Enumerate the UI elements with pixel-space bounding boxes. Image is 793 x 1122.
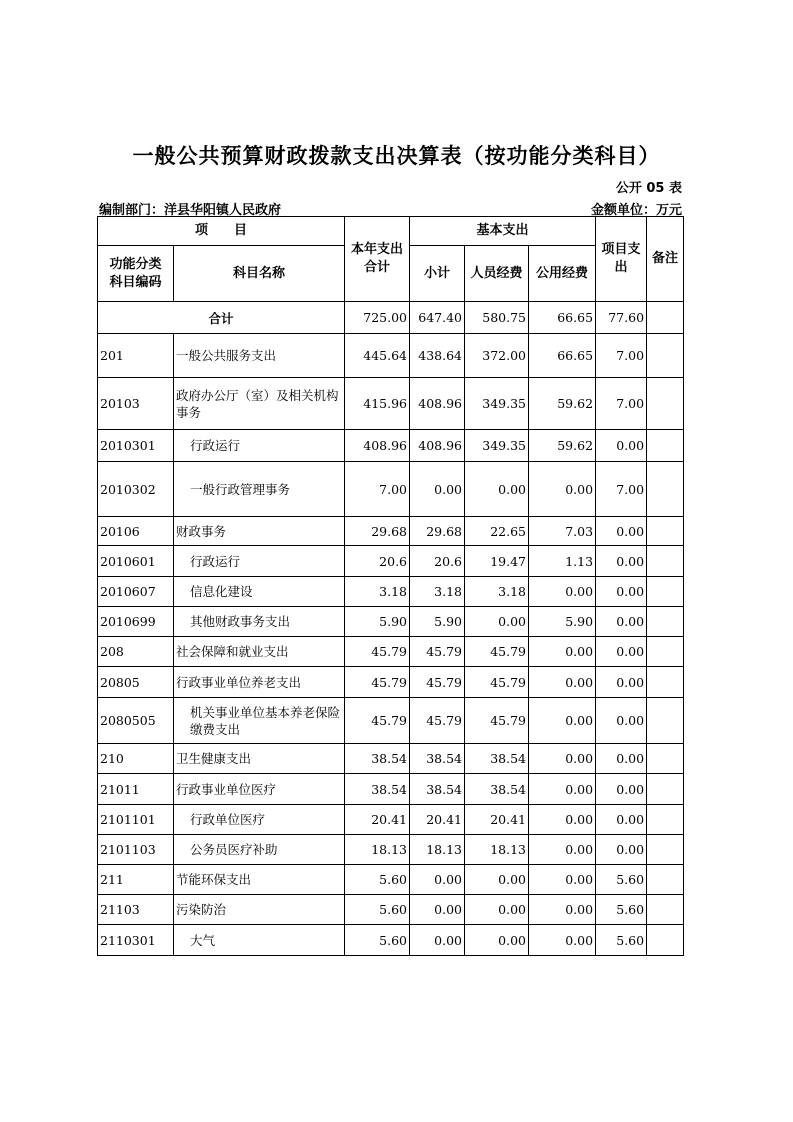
project-cell: 0.00 <box>596 517 647 546</box>
total-cell: 20.6 <box>345 546 410 577</box>
personnel-cell: 349.35 <box>465 430 529 462</box>
name-cell: 社会保障和就业支出 <box>174 637 345 667</box>
subtotal-cell: 29.68 <box>410 517 465 546</box>
total-cell: 3.18 <box>345 577 410 607</box>
name-cell: 信息化建设 <box>174 577 345 607</box>
personnel-cell: 45.79 <box>465 667 529 698</box>
subtotal-cell: 38.54 <box>410 774 465 805</box>
code-cell: 20805 <box>98 667 174 698</box>
table-row <box>98 895 684 925</box>
subtotal-cell: 438.64 <box>410 334 465 378</box>
public-cell: 0.00 <box>529 805 596 835</box>
total-cell: 45.79 <box>345 667 410 698</box>
total-cell: 5.60 <box>345 925 410 956</box>
table-row <box>98 925 684 956</box>
remark-cell <box>647 895 684 925</box>
table-row <box>98 744 684 774</box>
project-cell: 0.00 <box>596 744 647 774</box>
code-cell: 2101101 <box>98 805 174 835</box>
public-cell: 59.62 <box>529 430 596 462</box>
public-cell: 7.03 <box>529 517 596 546</box>
public-cell: 59.62 <box>529 378 596 430</box>
project-cell: 5.60 <box>596 895 647 925</box>
subtotal-cell: 0.00 <box>410 925 465 956</box>
remark-cell <box>647 378 684 430</box>
subtotal-cell: 20.41 <box>410 805 465 835</box>
table-row <box>98 637 684 667</box>
remark-cell <box>647 577 684 607</box>
code-cell: 211 <box>98 865 174 895</box>
public-cell: 0.00 <box>529 925 596 956</box>
name-cell: 其他财政事务支出 <box>174 607 345 637</box>
project-cell: 0.00 <box>596 577 647 607</box>
code-cell: 2101103 <box>98 835 174 865</box>
code-cell: 20106 <box>98 517 174 546</box>
public-cell: 0.00 <box>529 895 596 925</box>
personnel-cell: 22.65 <box>465 517 529 546</box>
department-label: 编制部门：洋县华阳镇人民政府 <box>99 203 282 218</box>
page-title: 一般公共预算财政拨款支出决算表（按功能分类科目） <box>132 144 661 168</box>
remark-cell <box>647 430 684 462</box>
table-row <box>98 774 684 805</box>
public-cell: 0.00 <box>529 744 596 774</box>
code-cell: 2010301 <box>98 430 174 462</box>
total-cell: 18.13 <box>345 835 410 865</box>
name-cell: 大气 <box>174 925 345 956</box>
remark-cell <box>647 462 684 517</box>
project-cell: 0.00 <box>596 637 647 667</box>
budget-table <box>97 216 684 956</box>
personnel-cell: 45.79 <box>465 698 529 744</box>
personnel-cell: 580.75 <box>465 302 529 334</box>
table-row <box>98 805 684 835</box>
name-cell: 公务员医疗补助 <box>174 835 345 865</box>
header-item: 项 目 <box>98 217 345 246</box>
name-cell: 一般公共服务支出 <box>174 334 345 378</box>
total-cell: 5.90 <box>345 607 410 637</box>
public-cell: 0.00 <box>529 577 596 607</box>
header-code: 功能分类 科目编码 <box>98 246 174 302</box>
code-cell: 2010302 <box>98 462 174 517</box>
project-cell: 0.00 <box>596 607 647 637</box>
remark-cell <box>647 517 684 546</box>
total-row <box>98 302 684 334</box>
code-cell: 2010601 <box>98 546 174 577</box>
total-cell: 725.00 <box>345 302 410 334</box>
remark-cell <box>647 698 684 744</box>
personnel-cell: 0.00 <box>465 607 529 637</box>
total-cell: 20.41 <box>345 805 410 835</box>
header-project: 项目支 出 <box>596 217 647 302</box>
remark-cell <box>647 302 684 334</box>
subtotal-cell: 0.00 <box>410 895 465 925</box>
public-cell: 0.00 <box>529 637 596 667</box>
table-row <box>98 462 684 517</box>
project-cell: 5.60 <box>596 865 647 895</box>
remark-cell <box>647 637 684 667</box>
project-cell: 0.00 <box>596 546 647 577</box>
project-cell: 7.00 <box>596 462 647 517</box>
name-cell: 行政单位医疗 <box>174 805 345 835</box>
table-row <box>98 577 684 607</box>
header-name: 科目名称 <box>174 246 345 302</box>
public-cell: 0.00 <box>529 774 596 805</box>
public-cell: 1.13 <box>529 546 596 577</box>
remark-cell <box>647 925 684 956</box>
project-cell: 7.00 <box>596 334 647 378</box>
personnel-cell: 0.00 <box>465 925 529 956</box>
name-cell: 财政事务 <box>174 517 345 546</box>
remark-cell <box>647 546 684 577</box>
subtotal-cell: 38.54 <box>410 744 465 774</box>
personnel-cell: 19.47 <box>465 546 529 577</box>
name-cell: 机关事业单位基本养老保险缴费支出 <box>174 698 345 744</box>
project-cell: 0.00 <box>596 667 647 698</box>
subtotal-cell: 20.6 <box>410 546 465 577</box>
subtotal-cell: 0.00 <box>410 462 465 517</box>
project-cell: 0.00 <box>596 835 647 865</box>
table-row <box>98 865 684 895</box>
project-cell: 0.00 <box>596 430 647 462</box>
total-cell: 5.60 <box>345 865 410 895</box>
name-cell: 一般行政管理事务 <box>174 462 345 517</box>
header-public: 公用经费 <box>529 246 596 302</box>
code-cell: 21011 <box>98 774 174 805</box>
subtotal-cell: 408.96 <box>410 430 465 462</box>
personnel-cell: 20.41 <box>465 805 529 835</box>
personnel-cell: 0.00 <box>465 462 529 517</box>
header-personnel: 人员经费 <box>465 246 529 302</box>
name-cell: 节能环保支出 <box>174 865 345 895</box>
remark-cell <box>647 334 684 378</box>
public-cell: 0.00 <box>529 835 596 865</box>
subtotal-cell: 45.79 <box>410 637 465 667</box>
code-cell: 210 <box>98 744 174 774</box>
header-remark: 备注 <box>647 217 684 302</box>
table-row <box>98 698 684 744</box>
code-cell: 201 <box>98 334 174 378</box>
project-cell: 0.00 <box>596 774 647 805</box>
header-basic: 基本支出 <box>410 217 596 246</box>
subtotal-cell: 18.13 <box>410 835 465 865</box>
remark-cell <box>647 774 684 805</box>
table-row <box>98 667 684 698</box>
table-row <box>98 430 684 462</box>
table-row <box>98 334 684 378</box>
code-cell: 2010607 <box>98 577 174 607</box>
personnel-cell: 38.54 <box>465 744 529 774</box>
subtotal-cell: 408.96 <box>410 378 465 430</box>
code-cell: 2080505 <box>98 698 174 744</box>
form-number: 公开 05 表 <box>615 181 682 196</box>
public-cell: 66.65 <box>529 334 596 378</box>
header-subtotal: 小计 <box>410 246 465 302</box>
total-cell: 445.64 <box>345 334 410 378</box>
remark-cell <box>647 667 684 698</box>
subtotal-cell: 0.00 <box>410 865 465 895</box>
public-cell: 0.00 <box>529 667 596 698</box>
remark-cell <box>647 744 684 774</box>
personnel-cell: 0.00 <box>465 895 529 925</box>
remark-cell <box>647 607 684 637</box>
total-cell: 38.54 <box>345 774 410 805</box>
project-cell: 77.60 <box>596 302 647 334</box>
public-cell: 0.00 <box>529 698 596 744</box>
code-cell: 2110301 <box>98 925 174 956</box>
code-cell: 2010699 <box>98 607 174 637</box>
personnel-cell: 3.18 <box>465 577 529 607</box>
personnel-cell: 349.35 <box>465 378 529 430</box>
table-row <box>98 607 684 637</box>
subtotal-cell: 5.90 <box>410 607 465 637</box>
subtotal-cell: 3.18 <box>410 577 465 607</box>
personnel-cell: 0.00 <box>465 865 529 895</box>
name-cell: 行政运行 <box>174 546 345 577</box>
project-cell: 7.00 <box>596 378 647 430</box>
public-cell: 66.65 <box>529 302 596 334</box>
table-row <box>98 378 684 430</box>
public-cell: 5.90 <box>529 607 596 637</box>
code-cell: 20103 <box>98 378 174 430</box>
total-cell: 408.96 <box>345 430 410 462</box>
total-label: 合计 <box>98 302 345 334</box>
personnel-cell: 372.00 <box>465 334 529 378</box>
subtotal-cell: 45.79 <box>410 667 465 698</box>
total-cell: 5.60 <box>345 895 410 925</box>
name-cell: 卫生健康支出 <box>174 744 345 774</box>
total-cell: 45.79 <box>345 637 410 667</box>
code-cell: 208 <box>98 637 174 667</box>
total-cell: 29.68 <box>345 517 410 546</box>
public-cell: 0.00 <box>529 462 596 517</box>
subtotal-cell: 45.79 <box>410 698 465 744</box>
table-row <box>98 517 684 546</box>
name-cell: 政府办公厅（室）及相关机构事务 <box>174 378 345 430</box>
table-row <box>98 546 684 577</box>
project-cell: 5.60 <box>596 925 647 956</box>
code-cell: 21103 <box>98 895 174 925</box>
unit-label: 金额单位：万元 <box>590 203 682 218</box>
personnel-cell: 45.79 <box>465 637 529 667</box>
project-cell: 0.00 <box>596 805 647 835</box>
total-cell: 45.79 <box>345 698 410 744</box>
remark-cell <box>647 865 684 895</box>
name-cell: 行政事业单位养老支出 <box>174 667 345 698</box>
name-cell: 行政事业单位医疗 <box>174 774 345 805</box>
remark-cell <box>647 835 684 865</box>
table-row <box>98 835 684 865</box>
header-total: 本年支出 合计 <box>345 217 410 302</box>
project-cell: 0.00 <box>596 698 647 744</box>
total-cell: 38.54 <box>345 744 410 774</box>
name-cell: 行政运行 <box>174 430 345 462</box>
subtotal-cell: 647.40 <box>410 302 465 334</box>
total-cell: 7.00 <box>345 462 410 517</box>
total-cell: 415.96 <box>345 378 410 430</box>
public-cell: 0.00 <box>529 865 596 895</box>
personnel-cell: 38.54 <box>465 774 529 805</box>
name-cell: 污染防治 <box>174 895 345 925</box>
personnel-cell: 18.13 <box>465 835 529 865</box>
remark-cell <box>647 805 684 835</box>
